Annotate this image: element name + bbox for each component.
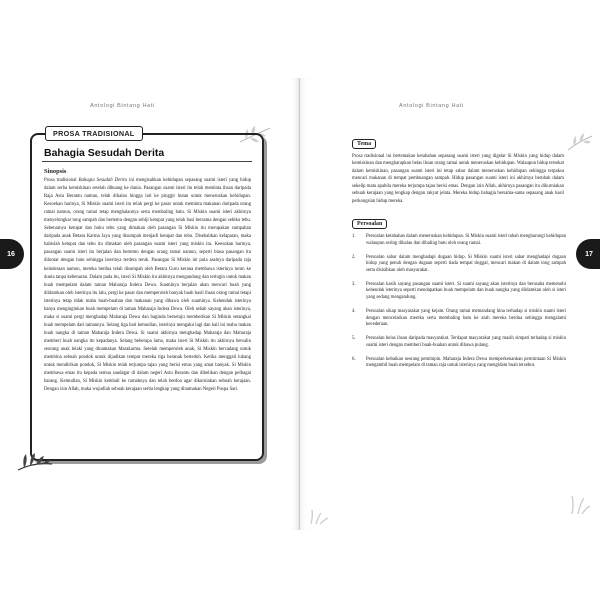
list-item-number: 6.: [352, 356, 356, 362]
page-number-tab-left: 16: [0, 239, 24, 269]
running-head-left: Antologi Bintang Hati: [90, 103, 155, 109]
tema-paragraph: Prosa tradisional ini bertemakan ketabahan sepasang suami isteri yang digelar Si Miskin yang hidup dalam kemiskinan dan mengharapkan belas ihsan orang ramai untuk meneruskan kehidupan. Walaupun hidup tersekat dalam kemiskinan, pasangan suami isteri ini tetap sabar dalam meneruskan kehidupan sehingga terpaksa mencari makanan di tempat pembuangan sampah. Hidup pasangan suami isteri ini akhirnya berubah dalam sekelip mata apabila mereka terjumpa tajau berisi emas. Dengan izin Allah, akhirnya pasangan itu dikurniakan sebuah kerajaan yang lengkap dengan rakyat jelata. Mereka hidup bahagia bersama-sama sepasang anak hasil perkongsian hidup mereka.: [352, 154, 564, 204]
story-title: Bahagia Sesudah Derita: [44, 147, 165, 159]
prosa-frame: [30, 129, 264, 461]
sinopsis-heading: Sinopsis: [44, 168, 67, 175]
tema-label: Tema: [352, 139, 376, 149]
right-page: [300, 78, 600, 530]
list-item: [352, 282, 566, 302]
running-head-right: Antologi Bintang Hati: [399, 103, 464, 109]
list-item: [352, 255, 566, 275]
list-item-text: Persoalan sabar dalam menghadapi dugaan hidup. Si Miskin suami isteri sabar menghadapi dugaan hidup yang penuh dengan dugaan seperti tiada tempat tinggal, mencari makan di dalam tong sampah serta disisihkan oleh masyarakat.: [366, 254, 566, 273]
list-item-text: Persoalan ketabahan dalam meneruskan kehidupan. Si Miskin suami isteri tabah mengharungi kehidupan walaupun sering dihalau dan dibaling batu oleh orang ramai.: [366, 234, 566, 246]
title-divider: [42, 161, 252, 162]
persoalan-list: [352, 234, 566, 377]
list-item: [352, 357, 566, 370]
list-item-number: 1.: [352, 234, 356, 239]
list-item-number: 4.: [352, 308, 356, 314]
grass-tuft-icon: [568, 492, 592, 516]
list-item-text: Persoalan sikap masyarakat yang kejam. Orang ramai memandang hina terhadap si miskin suami isteri dengan mencelaskan mereka serta membaling batu ke arah mereka berdua sehingga mengalami kecederaan.: [366, 308, 566, 328]
list-item-text: Persoalan belas ihsan daripada masyarakat. Terdapat masyarakat yang masih simpati terhadap si miskin suami isteri dengan memberi buah-buahan untuk dibawa pulang.: [366, 336, 566, 348]
grass-tuft-icon: [14, 448, 54, 474]
sinopsis-story-title: Bahagia Sesudah Derita: [78, 178, 127, 183]
grass-tuft-icon: [308, 508, 330, 526]
leaf-sprig-icon: [566, 130, 594, 152]
list-item-number: 5.: [352, 336, 356, 342]
list-item-text: Persoalan kasih sayang pasangan suami isteri. Si suami sayang akan isterinya dan berusaha memenuhi kehendak isterinya seperti mendapatkan buah mempelam dan buah nangka yang diidamkan oleh si isteri yang sedang mengandung.: [366, 281, 566, 300]
list-item: [352, 234, 566, 247]
persoalan-label: Persoalan: [352, 219, 387, 229]
sinopsis-paragraph: [44, 177, 251, 394]
list-item-number: 2.: [352, 254, 356, 260]
list-item-text: Persoalan kebaikan seorang pemimpin. Maharaja Indera Dewa memperkenankan permintaan Si Miskin mengambil buah mempelam di taman raja untuk isterinya yang mengidam buah tersebut.: [366, 356, 566, 369]
sinopsis-body: ini mengisahkan kehidupan sepasang suami isteri yang hidup dalam serba kemiskinan setelah dibuang ke dunia. Pasangan suami isteri itu telah meminta ihsan daripada Raja Astu Berantu namun, telah dihalau hingga lari ke pinggir hutan untuk meneruskan kehidupan. Kesoekan harinya, Si Miskin suami isteri itu telah pergi ke pasar untuk meminta makanan daripada orang ramai namun, orang ramai tetap menghalaunya serta membaling batu. Si Miskin suami isteri akhirnya menyelongkar tong sampah dan bertemu dengan sebiji ketupat yang telah basi bersama dengan sebiku tebu. Sebenarnya ketupat dan buku tebu yang dimakan oleh pasangan Si Miskin itu merupakan sumpahan daripada anak Betara Karma Jaya yang disumpah menjadi ketupat dan tebu. Disebabkan kelaparan, maka habislah ketupat dan tebu itu dimakan oleh pasangan suami isteri yang miskin itu. Keesokan harinya, pasangan suami isteri itu berjalan dan bertemu dengan orang ramai namun, seperti biasa pasangan itu dilontar dengan batu sehingga isterinya terdera teruk. Pasangan Si Miskin ini pula asalnya daripada raja keinderaan namun, mereka berdua telah disumpah oleh Betara Guru kerana membawa isterinya turun ke dunia tanpa kebenaran. Dalam pada itu, isteri Si Miskin itu akhirnya mengandung dan teringin untuk makan buah mempelam dalam taman Maharaja Indera Dewa. Suaminya berjalan akan mencari buah yang diidamkan oleh isterinya itu lalu, pergi ke pasar dan memperoleh banyak buah hasil ihsan orang ramai tetapi isterinya tetap tidak mahu buah-buahan dan makanan yang dibawa oleh suaminya. Kehendak isterinya hanya menginginkan buah mempelam di taman Maharaja Indera Dewa. Oleh sebab sayang akan isterinya, maka si suami pergi menghadap Maharaja Dewa dan baginda bersetuju memberikan Si Miskin setangkai buah mempelam dari tamannya. Selang tiga hari kemudian, isterinya mengaku lagi dan kali ini mahu makan buah nangka di taman Maharaja Indera Dewa. Si suami akhirnya menghadap Maharaja dan Maharaja memberi buah nangka itu kepadanya. Selang beberapa lama, maka isteri Si Miskin itu akhirnya bersalin seorang anak lelaki yang dinamakan Marakarma. Setelah memperoleh anak, Si Miskin bercadang untuk membina sebuah pondok untuk dijadikan tempat mereka tiga beranak berteduh. Ketika menggali lubang untuk mendirikan pondok, Si Miskin telah terjumpa tajau yang berisi emas yang amat banyak. Si Miskin membawa emas itu kepada semua saudagar di dalam negeri Astu Berantu dan dibelikan dengan pelbagai barang. Kemudian, Si Miskin kembali ke rumahnya dan telah berdoa agar dikurniakan sebuah kerajaan. Dengan izin Allah, maka wujudlah sebuah kerajaan serba lengkap yang dinamakan Negeri Puspa Sari.: [44, 178, 251, 393]
section-label: PROSA TRADISIONAL: [45, 126, 143, 141]
sinopsis-intro: Prosa tradisional: [44, 178, 77, 183]
list-item: [352, 336, 566, 349]
list-item: [352, 309, 566, 329]
page-number-tab-right: 17: [576, 239, 600, 269]
left-page: [0, 78, 300, 530]
list-item-number: 3.: [352, 281, 356, 287]
